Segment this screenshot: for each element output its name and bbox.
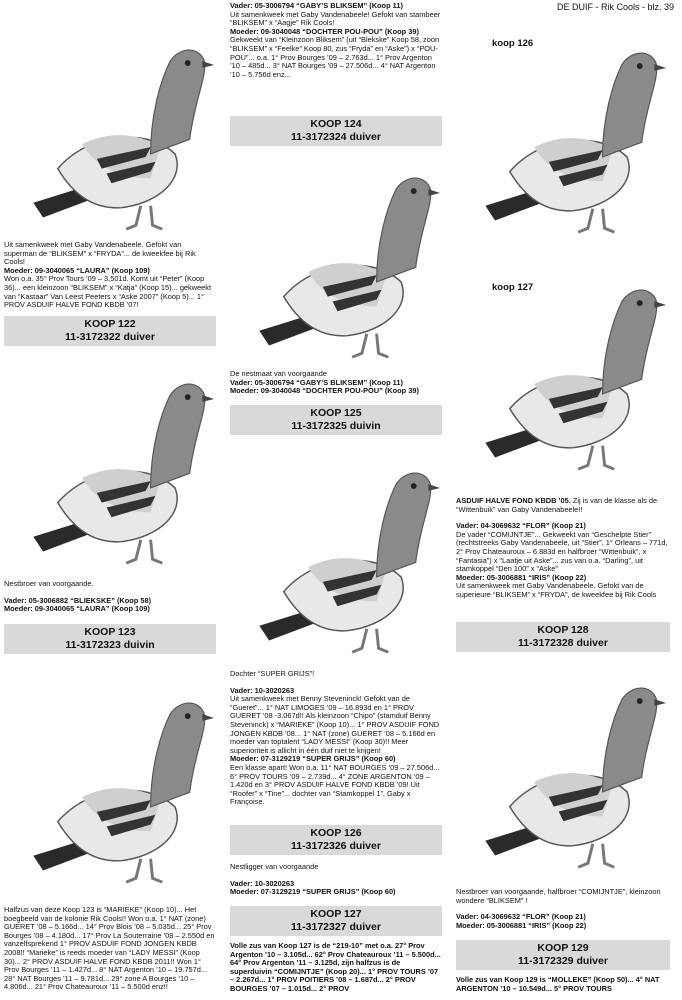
pigeon-photo-koop-127 — [456, 262, 671, 477]
koop-124-box: KOOP 124 11-3172324 duiver — [230, 116, 442, 146]
pigeon-photo-koop-129 — [456, 660, 671, 875]
page-header: DE DUIF - Rik Cools - blz. 39 — [556, 2, 674, 12]
pigeon-photo-koop-126-b — [456, 25, 671, 240]
koop-127-description: Nestligger van voorgaande Vader: 10-3020263 Moeder: 07-3129219 “SUPER GRIJS” (Koop 60) — [230, 862, 396, 897]
koop-125-description: De nestmaat van voorgaande Vader: 05-3006794 “GABY’S BLIKSEM” (Koop 11) Moeder: 09-3040048 “DOCHTER POU-POU” (Koop 39) — [230, 369, 419, 396]
koop-122-description: Uit samenkweek met Gaby Vandenabeele. Gefokt van superman de “BLIKSEM” x “FRYDA”... de kweekfee bij Rik Cools! Moeder: 09-3040065 “LAURA” (Koop 109) Won o.a. 35° Prov Tours ’09 – 3.501d. Komt uit “Peter” (Koop 36)... een kleinzoon “BLIKSEM” x “Katja” (Koop 15)... gekweekt van “Kastaar” Van Leest Peeters x “Aske 2007” (Koop 5)... 1° PROV ASDUIF HALVE FOND KBDB ’07! — [4, 240, 212, 310]
koop-124-description: Vader: 05-3006794 “GABY’S BLIKSEM” (Koop 11) Uit samenkweek met Gaby Vandenabeele! Gefokt van stambeer “BLIKSEM” x “Aagje” Rik Cools! Moeder: 09-3040048 “DOCHTER POU-POU” (Koop 39) Gekweekt van “Kleinzoon Bliksem” (uit “Blekske” Koop 58, zoon “BLIKSEM” x “Feelke” Koop 80, zus “Fryda” en “Aske”) x “POU-POU”... o.a. 1° Prov Bourges ’09 – 2.763d... 1° Prov Argenton ’10 – 485d... 3° NAT Bourges ’09 – 27.506d... 4° NAT Argenton ’10 – 5.756d enz... — [230, 1, 441, 79]
pigeon-photo-koop-122 — [4, 22, 219, 237]
koop-122-box: KOOP 122 11-3172322 duiver — [4, 316, 216, 346]
koop-127-extra: Volle zus van Koop 127 is de “219-10” met o.a. 27° Prov Argenton ’10 – 3.105d... 62° Prov Chateauroux ’11 – 5.500d... 64° Prov Argenton ’11 – 3.125d, zijn halfzus is de superduivin “COMIJNTJE” (Koop 20)... 1° PROV TOURS ’07 – 2.267d... 1° PROV POITIERS ’08 – 1.687d... 2° PROV BOURGES ’07 – 1.015d... 2° PROV — [230, 941, 441, 993]
koop-125-box: KOOP 125 11-3172325 duivin — [230, 405, 442, 435]
koop-127-label: koop 127 — [492, 282, 534, 293]
pigeon-photo-koop-126 — [230, 445, 445, 660]
koop-126-label: koop 126 — [492, 38, 534, 49]
koop-129-extra: Volle zus van Koop 129 is “MOLLEKE” (Koop 50)... 4° NAT ARGENTON ’10 – 10.549d... 5° PROV TOURS — [456, 975, 660, 993]
koop-126-description: Dochter “SUPER GRIJS”! Vader: 10-3020263 Uit samenkweek met Benny Steveninck! Gefokt van de “Gueret”... 1° NAT LIMOGES ’09 – 16.893d en 1° PROV GUERET ’08 -3.067d!! Als kleinzoon “Chipo” (stamduif Benny Steveninck) x “MARIEKE” (Koop 10)... 1° PROV ASDUIF FOND JONGEN KBDB ’08... 1° NAT (zone) GUERET ’08 – 5.166d en moeder van toptalent “LADY MESSI” (Koop 30)!! Meer superioriteit is allicht in één duif niet te krijgen! Moeder: 07-3129219 “SUPER GRIJS” (Koop 60) Een klasse apart! Won o.a. 11° NAT BOURGES ’09 – 27.506d... 6° PROV TOURS ’09 – 2.739d... 4° ZONE ARGENTON ’09 – 1.420d en 3° PROV ASDUIF HALVE FOND KBDB ’09! Uit “Roofer” x “Tine”... dochter van “Stamkoppel 1”, Gaby x Françoise. — [230, 669, 440, 807]
pigeon-photo-halfzus — [4, 670, 219, 895]
koop-126-box: KOOP 126 11-3172326 duiver — [230, 825, 442, 855]
pigeon-photo-koop-125 — [230, 150, 445, 365]
halfzus-description: Halfzus van deze Koop 123 is “MARIEKE” (Koop 10)... Het boegbeeld van de kolonie Rik Cools!! Won o.a. 1° NAT (zone) GUERET ’08 – 5.166d... 14° Prov Blois ’08 – 5.035d... 25° Prov Bourges ’08 – 4.180d... 17° Prov La Souterraine ’08 – 2.550d en vanzelfsprekend 1° PROV ASDUIF FOND JONGEN KBDB 2008!! “Marieke” is reeds moeder van “LADY MESSI” (Koop 30)... 2° PROV ASDUIF HALVE FOND KBDB 2011!! Won 1° Prov Bourges ’11 – 1.427d... 8° NAT Argenton ’10 – 19.757d... 28° NAT Bourges ’11 – 9.781d... 29° zone A Bourges ’10 – 4.806d... 21° Prov Chateauroux ’11 – 5.500d enz!! — [4, 905, 215, 992]
koop-123-description: Nestbroer van voorgaande. Vader: 05-3006882 “BLIEKSKE” (Koop 58) Moeder: 09-3040065 “LAURA” (Koop 109) — [4, 579, 152, 614]
pigeon-photo-koop-123 — [4, 356, 219, 571]
koop-129-box: KOOP 129 11-3172329 duiver — [456, 940, 670, 970]
koop-123-box: KOOP 123 11-3172323 duivin — [4, 624, 216, 654]
koop-128-description: ASDUIF HALVE FOND KBDB ’05. Zij is van de klasse als de “Wittenbuik” van Gaby Vandenabeele!! Vader: 04-3069632 “FLOR” (Koop 21) De vader “COMIJNTJE”... Gekweekt van “Geschelpte Stier” (rechtstreeks Gaby Vandenabeele, uit “Stier”, 1° Orleans – 771d, 2° Prov Chateauroux – 6.883d en halfbroer “Wittenbuik”, x “Fantasia”) x “Laatje uit Aske”... zus van o.a. “Darling”, uit stamkoppel “Den 100” x “Aske” Moeder: 05-3006881 “IRIS” (Koop 22) Uit samenkweek met Gaby Vandenabeele. Gefokt van de superieure “BLIKSEM” x “FRYDA”, de kweekfee bij Rik Cools — [456, 496, 668, 599]
koop-128-box: KOOP 128 11-3172328 duiver — [456, 622, 670, 652]
koop-127-box: KOOP 127 11-3172327 duiver — [230, 906, 442, 936]
koop-129-description: Nestbroer van voorgaande, halfbroer “COMIJNTJE”, kleinzoon wondere “BLIKSEM” ! Vader: 04-3069632 “FLOR” (Koop 21) Moeder: 05-3006881 “IRIS” (Koop 22) — [456, 887, 661, 930]
